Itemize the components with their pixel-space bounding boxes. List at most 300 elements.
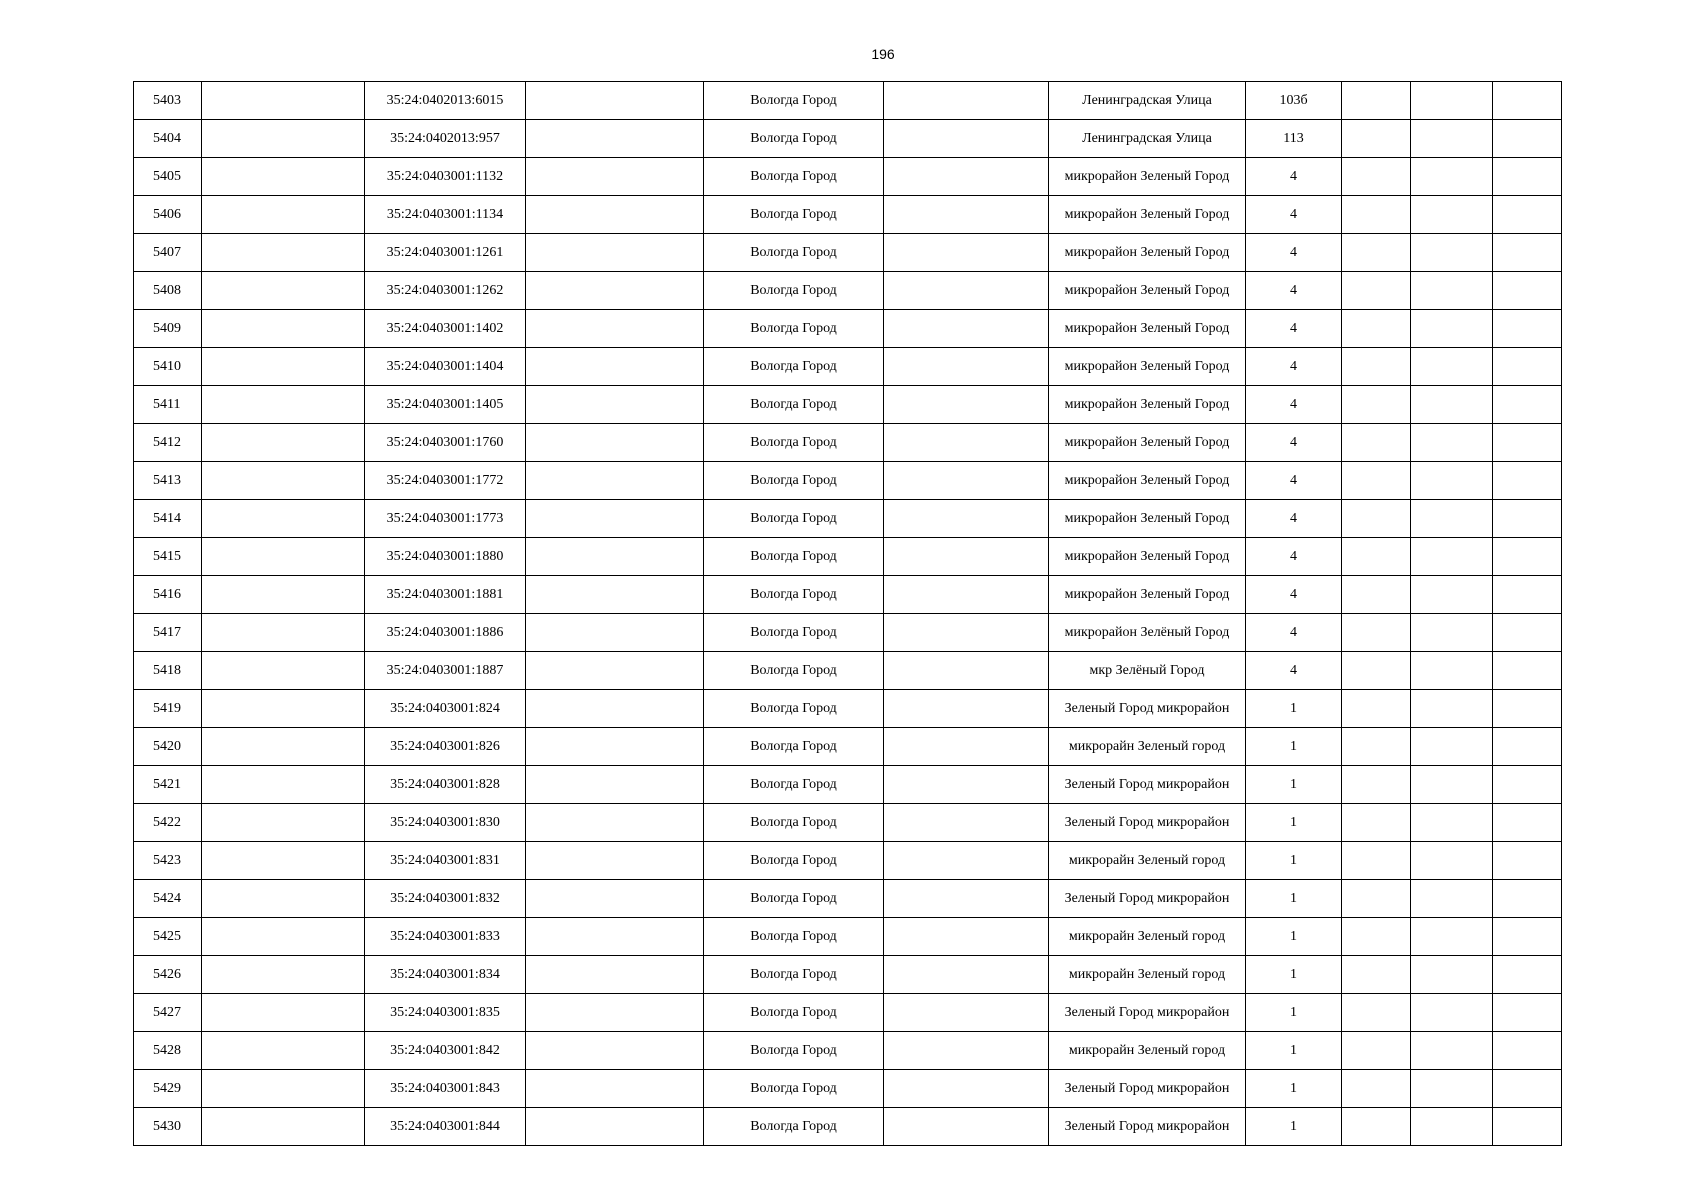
house-number: 4 bbox=[1246, 234, 1342, 272]
row-number: 5410 bbox=[134, 348, 202, 386]
cadastral-number: 35:24:0403001:833 bbox=[365, 918, 526, 956]
empty-cell bbox=[526, 690, 704, 728]
empty-cell bbox=[1493, 196, 1562, 234]
cadastral-number: 35:24:0403001:1402 bbox=[365, 310, 526, 348]
empty-cell bbox=[1411, 196, 1493, 234]
empty-cell bbox=[526, 272, 704, 310]
empty-cell bbox=[202, 424, 365, 462]
empty-cell bbox=[884, 766, 1049, 804]
city: Вологда Город bbox=[704, 994, 884, 1032]
empty-cell bbox=[526, 82, 704, 120]
row-number: 5428 bbox=[134, 1032, 202, 1070]
empty-cell bbox=[884, 500, 1049, 538]
empty-cell bbox=[1493, 842, 1562, 880]
city: Вологда Город bbox=[704, 652, 884, 690]
empty-cell bbox=[884, 994, 1049, 1032]
empty-cell bbox=[1411, 804, 1493, 842]
empty-cell bbox=[1342, 1070, 1411, 1108]
empty-cell bbox=[202, 82, 365, 120]
street: мкр Зелёный Город bbox=[1049, 652, 1246, 690]
empty-cell bbox=[884, 614, 1049, 652]
empty-cell bbox=[1411, 614, 1493, 652]
empty-cell bbox=[202, 196, 365, 234]
table-row bbox=[134, 196, 1562, 234]
empty-cell bbox=[1342, 120, 1411, 158]
cadastral-number: 35:24:0403001:832 bbox=[365, 880, 526, 918]
empty-cell bbox=[526, 196, 704, 234]
empty-cell bbox=[526, 804, 704, 842]
city: Вологда Город bbox=[704, 1032, 884, 1070]
city: Вологда Город bbox=[704, 120, 884, 158]
empty-cell bbox=[884, 234, 1049, 272]
empty-cell bbox=[202, 728, 365, 766]
row-number: 5422 bbox=[134, 804, 202, 842]
empty-cell bbox=[1493, 956, 1562, 994]
row-number: 5404 bbox=[134, 120, 202, 158]
empty-cell bbox=[526, 880, 704, 918]
empty-cell bbox=[1493, 652, 1562, 690]
empty-cell bbox=[1493, 880, 1562, 918]
empty-cell bbox=[884, 386, 1049, 424]
empty-cell bbox=[202, 918, 365, 956]
cadastral-number: 35:24:0403001:842 bbox=[365, 1032, 526, 1070]
empty-cell bbox=[884, 424, 1049, 462]
cadastral-number: 35:24:0403001:834 bbox=[365, 956, 526, 994]
empty-cell bbox=[1493, 82, 1562, 120]
empty-cell bbox=[202, 842, 365, 880]
city: Вологда Город bbox=[704, 614, 884, 652]
empty-cell bbox=[1342, 234, 1411, 272]
cadastral-number: 35:24:0403001:1404 bbox=[365, 348, 526, 386]
row-number: 5427 bbox=[134, 994, 202, 1032]
street: Зеленый Город микрорайон bbox=[1049, 804, 1246, 842]
cadastral-number: 35:24:0403001:1134 bbox=[365, 196, 526, 234]
empty-cell bbox=[1411, 652, 1493, 690]
empty-cell bbox=[202, 1070, 365, 1108]
table-row bbox=[134, 956, 1562, 994]
street: Зеленый Город микрорайон bbox=[1049, 1108, 1246, 1146]
row-number: 5421 bbox=[134, 766, 202, 804]
empty-cell bbox=[1411, 424, 1493, 462]
house-number: 1 bbox=[1246, 1070, 1342, 1108]
house-number: 1 bbox=[1246, 994, 1342, 1032]
table-row bbox=[134, 234, 1562, 272]
empty-cell bbox=[1493, 1108, 1562, 1146]
empty-cell bbox=[1411, 576, 1493, 614]
street: микрорайон Зеленый Город bbox=[1049, 500, 1246, 538]
empty-cell bbox=[1493, 120, 1562, 158]
house-number: 1 bbox=[1246, 1032, 1342, 1070]
empty-cell bbox=[1411, 120, 1493, 158]
city: Вологда Город bbox=[704, 1108, 884, 1146]
street: микрорайон Зеленый Город bbox=[1049, 538, 1246, 576]
cadastral-number: 35:24:0403001:1760 bbox=[365, 424, 526, 462]
city: Вологда Город bbox=[704, 690, 884, 728]
row-number: 5430 bbox=[134, 1108, 202, 1146]
city: Вологда Город bbox=[704, 956, 884, 994]
cadastral-number: 35:24:0403001:844 bbox=[365, 1108, 526, 1146]
empty-cell bbox=[1411, 82, 1493, 120]
table-row bbox=[134, 310, 1562, 348]
empty-cell bbox=[884, 272, 1049, 310]
table-row bbox=[134, 766, 1562, 804]
empty-cell bbox=[526, 538, 704, 576]
empty-cell bbox=[1342, 158, 1411, 196]
row-number: 5419 bbox=[134, 690, 202, 728]
house-number: 1 bbox=[1246, 1108, 1342, 1146]
house-number: 4 bbox=[1246, 196, 1342, 234]
empty-cell bbox=[1493, 272, 1562, 310]
empty-cell bbox=[526, 652, 704, 690]
page-number: 196 bbox=[871, 46, 895, 62]
empty-cell bbox=[884, 538, 1049, 576]
registry-table bbox=[133, 81, 1562, 1146]
house-number: 113 bbox=[1246, 120, 1342, 158]
city: Вологда Город bbox=[704, 880, 884, 918]
empty-cell bbox=[1342, 1108, 1411, 1146]
cadastral-number: 35:24:0403001:1887 bbox=[365, 652, 526, 690]
house-number: 4 bbox=[1246, 576, 1342, 614]
city: Вологда Город bbox=[704, 766, 884, 804]
empty-cell bbox=[884, 196, 1049, 234]
empty-cell bbox=[202, 234, 365, 272]
empty-cell bbox=[884, 1108, 1049, 1146]
empty-cell bbox=[884, 158, 1049, 196]
empty-cell bbox=[1493, 500, 1562, 538]
empty-cell bbox=[1342, 538, 1411, 576]
empty-cell bbox=[884, 348, 1049, 386]
empty-cell bbox=[1342, 842, 1411, 880]
empty-cell bbox=[884, 842, 1049, 880]
cadastral-number: 35:24:0402013:6015 bbox=[365, 82, 526, 120]
empty-cell bbox=[1411, 690, 1493, 728]
empty-cell bbox=[1342, 82, 1411, 120]
street: микрорайн Зеленый город bbox=[1049, 842, 1246, 880]
table-row bbox=[134, 348, 1562, 386]
row-number: 5409 bbox=[134, 310, 202, 348]
empty-cell bbox=[884, 1032, 1049, 1070]
table-row bbox=[134, 500, 1562, 538]
cadastral-number: 35:24:0403001:1261 bbox=[365, 234, 526, 272]
empty-cell bbox=[1411, 766, 1493, 804]
empty-cell bbox=[884, 120, 1049, 158]
empty-cell bbox=[526, 1070, 704, 1108]
empty-cell bbox=[1493, 994, 1562, 1032]
house-number: 103б bbox=[1246, 82, 1342, 120]
cadastral-number: 35:24:0403001:1405 bbox=[365, 386, 526, 424]
street: Зеленый Город микрорайон bbox=[1049, 880, 1246, 918]
street: Зеленый Город микрорайон bbox=[1049, 766, 1246, 804]
city: Вологда Город bbox=[704, 500, 884, 538]
row-number: 5405 bbox=[134, 158, 202, 196]
house-number: 4 bbox=[1246, 614, 1342, 652]
row-number: 5418 bbox=[134, 652, 202, 690]
street: микрорайон Зеленый Город bbox=[1049, 196, 1246, 234]
empty-cell bbox=[202, 462, 365, 500]
empty-cell bbox=[526, 120, 704, 158]
empty-cell bbox=[1342, 424, 1411, 462]
house-number: 4 bbox=[1246, 310, 1342, 348]
empty-cell bbox=[202, 348, 365, 386]
empty-cell bbox=[1342, 652, 1411, 690]
empty-cell bbox=[202, 1108, 365, 1146]
empty-cell bbox=[1411, 994, 1493, 1032]
row-number: 5420 bbox=[134, 728, 202, 766]
empty-cell bbox=[526, 386, 704, 424]
empty-cell bbox=[526, 462, 704, 500]
cadastral-number: 35:24:0403001:835 bbox=[365, 994, 526, 1032]
empty-cell bbox=[526, 766, 704, 804]
empty-cell bbox=[1342, 766, 1411, 804]
empty-cell bbox=[1411, 462, 1493, 500]
house-number: 1 bbox=[1246, 728, 1342, 766]
empty-cell bbox=[884, 728, 1049, 766]
cadastral-number: 35:24:0403001:1262 bbox=[365, 272, 526, 310]
empty-cell bbox=[1493, 348, 1562, 386]
empty-cell bbox=[884, 690, 1049, 728]
house-number: 1 bbox=[1246, 918, 1342, 956]
city: Вологда Город bbox=[704, 538, 884, 576]
cadastral-number: 35:24:0403001:831 bbox=[365, 842, 526, 880]
cadastral-number: 35:24:0402013:957 bbox=[365, 120, 526, 158]
empty-cell bbox=[1493, 690, 1562, 728]
house-number: 1 bbox=[1246, 956, 1342, 994]
row-number: 5411 bbox=[134, 386, 202, 424]
empty-cell bbox=[1493, 158, 1562, 196]
empty-cell bbox=[884, 82, 1049, 120]
empty-cell bbox=[1493, 918, 1562, 956]
empty-cell bbox=[1342, 1032, 1411, 1070]
house-number: 4 bbox=[1246, 652, 1342, 690]
row-number: 5426 bbox=[134, 956, 202, 994]
street: микрорайон Зеленый Город bbox=[1049, 158, 1246, 196]
empty-cell bbox=[1493, 538, 1562, 576]
street: микрорайон Зеленый Город bbox=[1049, 424, 1246, 462]
city: Вологда Город bbox=[704, 386, 884, 424]
empty-cell bbox=[1342, 918, 1411, 956]
row-number: 5429 bbox=[134, 1070, 202, 1108]
street: Ленинградская Улица bbox=[1049, 120, 1246, 158]
street: Зеленый Город микрорайон bbox=[1049, 1070, 1246, 1108]
empty-cell bbox=[884, 310, 1049, 348]
empty-cell bbox=[1411, 880, 1493, 918]
empty-cell bbox=[1411, 1070, 1493, 1108]
table-row bbox=[134, 424, 1562, 462]
cadastral-number: 35:24:0403001:1880 bbox=[365, 538, 526, 576]
street: микрорайн Зеленый город bbox=[1049, 918, 1246, 956]
empty-cell bbox=[1411, 842, 1493, 880]
empty-cell bbox=[1411, 1032, 1493, 1070]
empty-cell bbox=[1493, 424, 1562, 462]
cadastral-number: 35:24:0403001:1773 bbox=[365, 500, 526, 538]
empty-cell bbox=[1411, 272, 1493, 310]
empty-cell bbox=[202, 880, 365, 918]
city: Вологда Город bbox=[704, 1070, 884, 1108]
empty-cell bbox=[1342, 956, 1411, 994]
empty-cell bbox=[884, 462, 1049, 500]
empty-cell bbox=[526, 614, 704, 652]
street: Зеленый Город микрорайон bbox=[1049, 690, 1246, 728]
street: Зеленый Город микрорайон bbox=[1049, 994, 1246, 1032]
city: Вологда Город bbox=[704, 804, 884, 842]
street: микрорайон Зеленый Город bbox=[1049, 348, 1246, 386]
empty-cell bbox=[1493, 766, 1562, 804]
cadastral-number: 35:24:0403001:828 bbox=[365, 766, 526, 804]
city: Вологда Город bbox=[704, 462, 884, 500]
empty-cell bbox=[1493, 462, 1562, 500]
house-number: 4 bbox=[1246, 272, 1342, 310]
empty-cell bbox=[526, 728, 704, 766]
house-number: 4 bbox=[1246, 462, 1342, 500]
empty-cell bbox=[1493, 310, 1562, 348]
row-number: 5415 bbox=[134, 538, 202, 576]
house-number: 4 bbox=[1246, 500, 1342, 538]
empty-cell bbox=[202, 576, 365, 614]
empty-cell bbox=[884, 652, 1049, 690]
empty-cell bbox=[1493, 1070, 1562, 1108]
cadastral-number: 35:24:0403001:826 bbox=[365, 728, 526, 766]
empty-cell bbox=[202, 652, 365, 690]
empty-cell bbox=[526, 918, 704, 956]
empty-cell bbox=[202, 158, 365, 196]
empty-cell bbox=[884, 576, 1049, 614]
row-number: 5406 bbox=[134, 196, 202, 234]
city: Вологда Город bbox=[704, 82, 884, 120]
city: Вологда Город bbox=[704, 272, 884, 310]
street: микрорайн Зеленый город bbox=[1049, 956, 1246, 994]
empty-cell bbox=[1493, 804, 1562, 842]
table-row bbox=[134, 272, 1562, 310]
empty-cell bbox=[1493, 576, 1562, 614]
empty-cell bbox=[202, 690, 365, 728]
street: микрорайон Зеленый Город bbox=[1049, 576, 1246, 614]
street: микрорайон Зеленый Город bbox=[1049, 310, 1246, 348]
empty-cell bbox=[1342, 386, 1411, 424]
cadastral-number: 35:24:0403001:830 bbox=[365, 804, 526, 842]
empty-cell bbox=[1493, 728, 1562, 766]
empty-cell bbox=[526, 310, 704, 348]
empty-cell bbox=[1342, 462, 1411, 500]
row-number: 5416 bbox=[134, 576, 202, 614]
empty-cell bbox=[1493, 234, 1562, 272]
street: Ленинградская Улица bbox=[1049, 82, 1246, 120]
city: Вологда Город bbox=[704, 728, 884, 766]
row-number: 5403 bbox=[134, 82, 202, 120]
empty-cell bbox=[1342, 728, 1411, 766]
table-row bbox=[134, 652, 1562, 690]
city: Вологда Город bbox=[704, 234, 884, 272]
empty-cell bbox=[202, 386, 365, 424]
row-number: 5407 bbox=[134, 234, 202, 272]
empty-cell bbox=[1342, 348, 1411, 386]
empty-cell bbox=[526, 956, 704, 994]
empty-cell bbox=[884, 804, 1049, 842]
house-number: 4 bbox=[1246, 424, 1342, 462]
empty-cell bbox=[1411, 310, 1493, 348]
empty-cell bbox=[1342, 614, 1411, 652]
empty-cell bbox=[1411, 956, 1493, 994]
city: Вологда Город bbox=[704, 310, 884, 348]
table-row bbox=[134, 120, 1562, 158]
table-row bbox=[134, 614, 1562, 652]
table-row bbox=[134, 842, 1562, 880]
empty-cell bbox=[526, 500, 704, 538]
city: Вологда Город bbox=[704, 842, 884, 880]
empty-cell bbox=[1342, 272, 1411, 310]
table-row bbox=[134, 994, 1562, 1032]
empty-cell bbox=[1342, 690, 1411, 728]
empty-cell bbox=[1342, 576, 1411, 614]
table-row bbox=[134, 462, 1562, 500]
city: Вологда Город bbox=[704, 348, 884, 386]
house-number: 1 bbox=[1246, 842, 1342, 880]
empty-cell bbox=[1342, 994, 1411, 1032]
table-row bbox=[134, 158, 1562, 196]
empty-cell bbox=[526, 234, 704, 272]
empty-cell bbox=[1411, 158, 1493, 196]
table-row bbox=[134, 386, 1562, 424]
table-row bbox=[134, 690, 1562, 728]
empty-cell bbox=[202, 994, 365, 1032]
table-row bbox=[134, 538, 1562, 576]
empty-cell bbox=[884, 1070, 1049, 1108]
empty-cell bbox=[526, 842, 704, 880]
empty-cell bbox=[1342, 500, 1411, 538]
house-number: 4 bbox=[1246, 386, 1342, 424]
empty-cell bbox=[1342, 310, 1411, 348]
empty-cell bbox=[1342, 196, 1411, 234]
table-row bbox=[134, 1032, 1562, 1070]
house-number: 1 bbox=[1246, 690, 1342, 728]
cadastral-number: 35:24:0403001:1772 bbox=[365, 462, 526, 500]
city: Вологда Город bbox=[704, 196, 884, 234]
city: Вологда Город bbox=[704, 158, 884, 196]
empty-cell bbox=[884, 880, 1049, 918]
row-number: 5417 bbox=[134, 614, 202, 652]
empty-cell bbox=[202, 956, 365, 994]
row-number: 5424 bbox=[134, 880, 202, 918]
empty-cell bbox=[1411, 386, 1493, 424]
row-number: 5413 bbox=[134, 462, 202, 500]
empty-cell bbox=[526, 424, 704, 462]
empty-cell bbox=[202, 614, 365, 652]
cadastral-number: 35:24:0403001:824 bbox=[365, 690, 526, 728]
street: микрорайон Зеленый Город bbox=[1049, 234, 1246, 272]
street: микрорайон Зеленый Город bbox=[1049, 386, 1246, 424]
house-number: 1 bbox=[1246, 766, 1342, 804]
table-body bbox=[134, 82, 1562, 1146]
table-row bbox=[134, 880, 1562, 918]
empty-cell bbox=[1411, 538, 1493, 576]
empty-cell bbox=[202, 1032, 365, 1070]
empty-cell bbox=[202, 500, 365, 538]
table-row bbox=[134, 1108, 1562, 1146]
table-row bbox=[134, 728, 1562, 766]
empty-cell bbox=[1411, 500, 1493, 538]
empty-cell bbox=[202, 766, 365, 804]
empty-cell bbox=[202, 538, 365, 576]
empty-cell bbox=[526, 1032, 704, 1070]
street: микрорайон Зелёный Город bbox=[1049, 614, 1246, 652]
city: Вологда Город bbox=[704, 576, 884, 614]
row-number: 5414 bbox=[134, 500, 202, 538]
empty-cell bbox=[202, 804, 365, 842]
empty-cell bbox=[1411, 1108, 1493, 1146]
street: микрорайн Зеленый город bbox=[1049, 728, 1246, 766]
street: микрорайон Зеленый Город bbox=[1049, 462, 1246, 500]
empty-cell bbox=[1493, 386, 1562, 424]
house-number: 1 bbox=[1246, 804, 1342, 842]
